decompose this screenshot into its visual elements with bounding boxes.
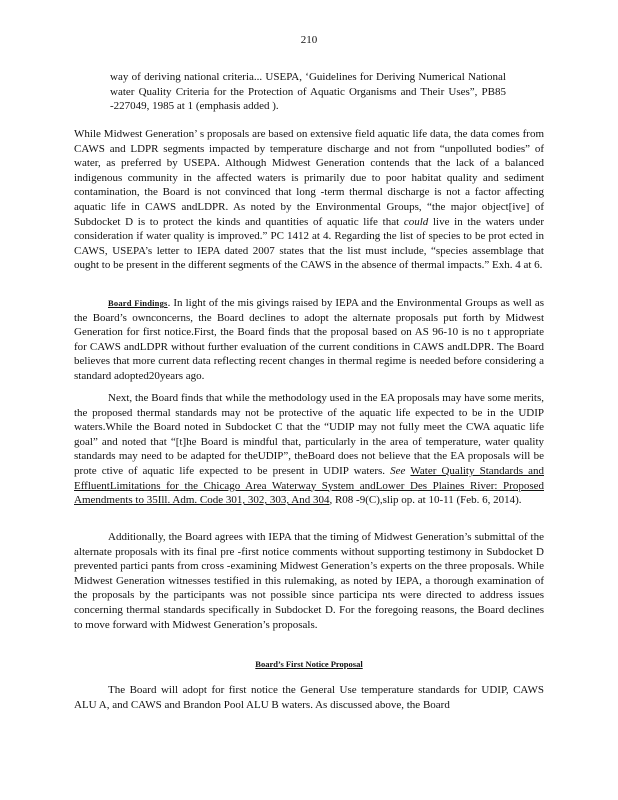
board-findings-heading: Board Findings	[108, 298, 168, 308]
paragraph-text-part-b: live in the waters under consideration if water quality is improved.” PC 1412 at 4. Regarding the list of species to be prot ected in CAWS, USEPA’s letter to IEPA dated 2007 states that the list must include, “species assemblage that ought to be present in the different segments of the CAWS in the absence of thermal impacts.” Exh. 4 at 6.	[74, 215, 545, 272]
paragraph-text-part-a: Next, the Board finds that while the methodology used in the EA proposals may have some merits, the proposed thermal standards may not be protective of the aquatic life expected to be in the UDIP waters.While the Board noted in Subdocket C that the “UDIP may not fully meet the CWA aquatic life goal” and noted that “[t]he Board is mindful that, particularly in the area of temperature, water quality standards may need to be adapted for theUDIP”, theBoard does not believe that the EA proposals will be prote ctive of aquatic life expected to be present in UDIP waters.	[74, 392, 544, 477]
paragraph-text-part-b: , R08 -9(C),slip op. at 10-11 (Feb. 6, 2014).	[329, 494, 522, 507]
paragraph-timing: Additionally, the Board agrees with IEPA that the timing of Midwest Generation’s submittal of the alternate proposals with its final pre -first notice comments without supporting testimony in Subdocket D prevented partici pants from cross -examining Midwest Generation’s experts on the three proposals. While Midwest Generation witnesses testified in this rulemaking, as noted by IEPA, a thorough examination of the proposals by the participants was not possible since participa nts were directed to address issues concerning thermal standards specifically in Subdocket D. For the foregoing reasons, the Board declines to move forward with Midwest Generation’s proposals.	[74, 531, 544, 631]
board-findings-text: . In light of the mis givings raised by IEPA and the Environmental Groups as well as the Board’s ownconcerns, the Board declines to adopt the alternate proposals put forth by Midwest Generation for first notice.First, the Board finds that the proposal based on AS 96-10 is no t appropriate for CAWS andLDPR without further evaluation of the current conditions in CAWS andLDPR. The Board believes that more current data reflecting recent changes in thermal regime is needed before considering a standard adopted20years ago.	[74, 297, 545, 382]
see-signal: See	[390, 464, 406, 477]
page-number: 210	[300, 34, 318, 46]
case-citation: Water Quality Standards and EffluentLimitations for the Chicago Area Waterway System andLower Des Plaines River: Proposed Amendments to 35Ill. Adm. Code 301, 302, 303, And 304	[74, 464, 545, 507]
emphasis-text: could	[403, 215, 429, 228]
paragraph-board-findings	[74, 296, 544, 384]
block-quote: way of deriving national criteria... USEPA, ‘Guidelines for Deriving Numerical National water Quality Criteria for the Protection of Aquatic Organisms and Their Uses”, PB85 -227049, 1985 at 1 (emphasis added ).	[110, 71, 506, 113]
paragraph-text-part-a: While Midwest Generation’ s proposals are based on extensive field aquatic life data, the data comes from CAWS and LDPR segments impacted by temperature discharge and not from “unpolluted bodies” of water, as preferred by USEPA. Although Midwest Generation contends that the lack of a balanced indigenous community in the affected waters is primarily due to poor habitat quality and sediment contamination, the Board is not convinced that long -term thermal discharge is not a factor affecting aquatic life in CAWS andLDPR. As noted by the Environmental Groups, “the major object[ive] of Subdocket D is to protect the kinds and quantities of aquatic life that	[74, 128, 544, 228]
paragraph-midwest-proposals	[74, 127, 544, 273]
first-notice-heading: Board’s First Notice Proposal	[255, 659, 363, 669]
paragraph-first-notice: The Board will adopt for first notice the General Use temperature standards for UDIP, CAWS ALU A, and CAWS and Brandon Pool ALU B waters. As discussed above, the Board	[74, 684, 544, 711]
paragraph-ea-proposals	[74, 391, 544, 508]
